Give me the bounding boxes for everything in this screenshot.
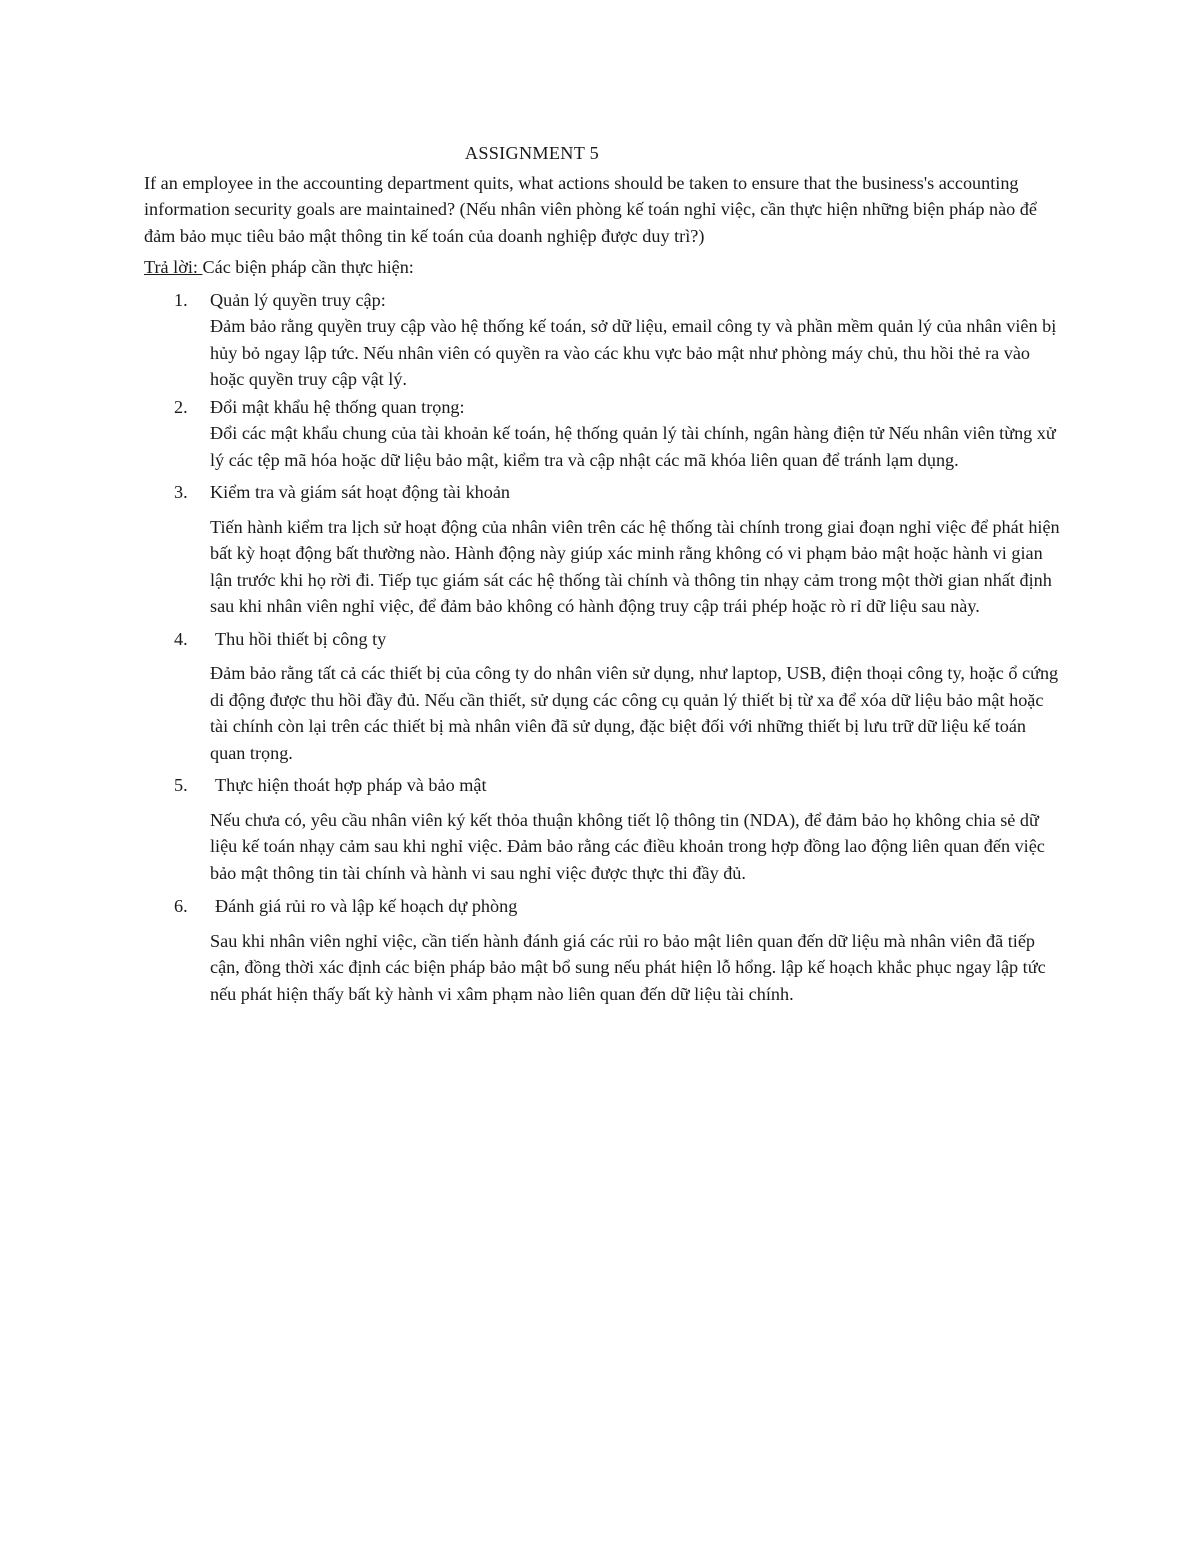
- measure-title: Đánh giá rủi ro và lập kế hoạch dự phòng: [215, 896, 518, 916]
- answer-intro-line: [144, 254, 1064, 281]
- measure-body: Đảm bảo rằng quyền truy cập vào hệ thống kế toán, sở dữ liệu, email công ty và phần mềm quản lý của nhân viên bị hủy bỏ ngay lập tức. Nếu nhân viên có quyền ra vào các khu vực bảo mật như phòng máy chủ, thu hồi thẻ ra vào hoặc quyền truy cập vật lý.: [210, 316, 1057, 389]
- measure-number: 2.: [174, 396, 188, 417]
- document-title: ASSIGNMENT 5: [464, 143, 600, 163]
- measure-item-3: [144, 479, 1064, 620]
- measure-body: Sau khi nhân viên nghỉ việc, cần tiến hành đánh giá các rủi ro bảo mật liên quan đến dữ liệu mà nhân viên đã tiếp cận, đồng thời xác định các biện pháp bảo mật bổ sung nếu phát hiện lỗ hổng. lập kế hoạch khắc phục ngay lập tức nếu phát hiện thấy bất kỳ hành vi xâm phạm nào liên quan đến dữ liệu tài chính.: [210, 930, 1046, 1004]
- measure-number: 6.: [174, 896, 188, 916]
- answer-intro: Các biện pháp cần thực hiện:: [202, 257, 414, 277]
- measure-title: Thu hồi thiết bị công ty: [215, 628, 387, 649]
- measure-number: 4.: [174, 628, 188, 649]
- measure-item-1: [144, 287, 1064, 393]
- measures-list: [144, 287, 1064, 1008]
- answer-label: Trả lời:: [144, 257, 203, 277]
- measure-title: Kiểm tra và giám sát hoạt động tài khoản: [210, 482, 511, 502]
- measure-body: Đổi các mật khẩu chung của tài khoản kế toán, hệ thống quản lý tài chính, ngân hàng điện tử Nếu nhân viên từng xử lý các tệp mã hóa hoặc dữ liệu bảo mật, kiểm tra và cập nhật các mã khóa liên quan để tránh lạm dụng.: [210, 423, 1056, 470]
- measure-item-2: [144, 394, 1064, 474]
- question-paragraph: If an employee in the accounting department quits, what actions should be taken to ensure that the business's accounting information security goals are maintained? (Nếu nhân viên phòng kế toán nghỉ việc, cần thực hiện những biện pháp nào để đảm bảo mục tiêu bảo mật thông tin kế toán của doanh nghiệp được duy trì?): [144, 172, 1037, 246]
- measure-title: Thực hiện thoát hợp pháp và bảo mật: [215, 775, 487, 795]
- measure-item-6: [144, 893, 1064, 1007]
- measure-number: 5.: [174, 775, 188, 795]
- measure-title: Đổi mật khẩu hệ thống quan trọng:: [210, 396, 465, 417]
- measure-body: Đảm bảo rằng tất cả các thiết bị của công ty do nhân viên sử dụng, như laptop, USB, điện thoại công ty, hoặc ổ cứng di động được thu hồi đầy đủ. Nếu cần thiết, sử dụng các công cụ quản lý thiết bị từ xa để xóa dữ liệu bảo mật hoặc tài chính còn lại trên các thiết bị mà nhân viên đã sử dụng, đặc biệt đối với những thiết bị lưu trữ dữ liệu kế toán quan trọng.: [210, 663, 1059, 763]
- measure-item-4: [144, 626, 1064, 767]
- measure-body: Nếu chưa có, yêu cầu nhân viên ký kết thỏa thuận không tiết lộ thông tin (NDA), để đảm bảo họ không chia sẻ dữ liệu kế toán nhạy cảm sau khi nghỉ việc. Đảm bảo rằng các điều khoản trong hợp đồng lao động liên quan đến việc bảo mật thông tin tài chính và hành vi sau nghỉ việc được thực thi đầy đủ.: [210, 809, 1045, 883]
- measure-body: Tiến hành kiểm tra lịch sử hoạt động của nhân viên trên các hệ thống tài chính trong giai đoạn nghỉ việc để phát hiện bất kỳ hoạt động bất thường nào. Hành động này giúp xác minh rằng không có vi phạm bảo mật hoặc hành vi gian lận trước khi họ rời đi. Tiếp tục giám sát các hệ thống tài chính và thông tin nhạy cảm trong một thời gian nhất định sau khi nhân viên nghỉ việc, để đảm bảo không có hành động truy cập trái phép hoặc rò rỉ dữ liệu sau này.: [210, 516, 1060, 616]
- document-content: [144, 140, 1064, 1007]
- measure-item-5: [144, 772, 1064, 886]
- measure-number: 3.: [174, 482, 188, 502]
- measure-number: 1.: [174, 289, 188, 310]
- measure-title: Quản lý quyền truy cập:: [210, 289, 386, 310]
